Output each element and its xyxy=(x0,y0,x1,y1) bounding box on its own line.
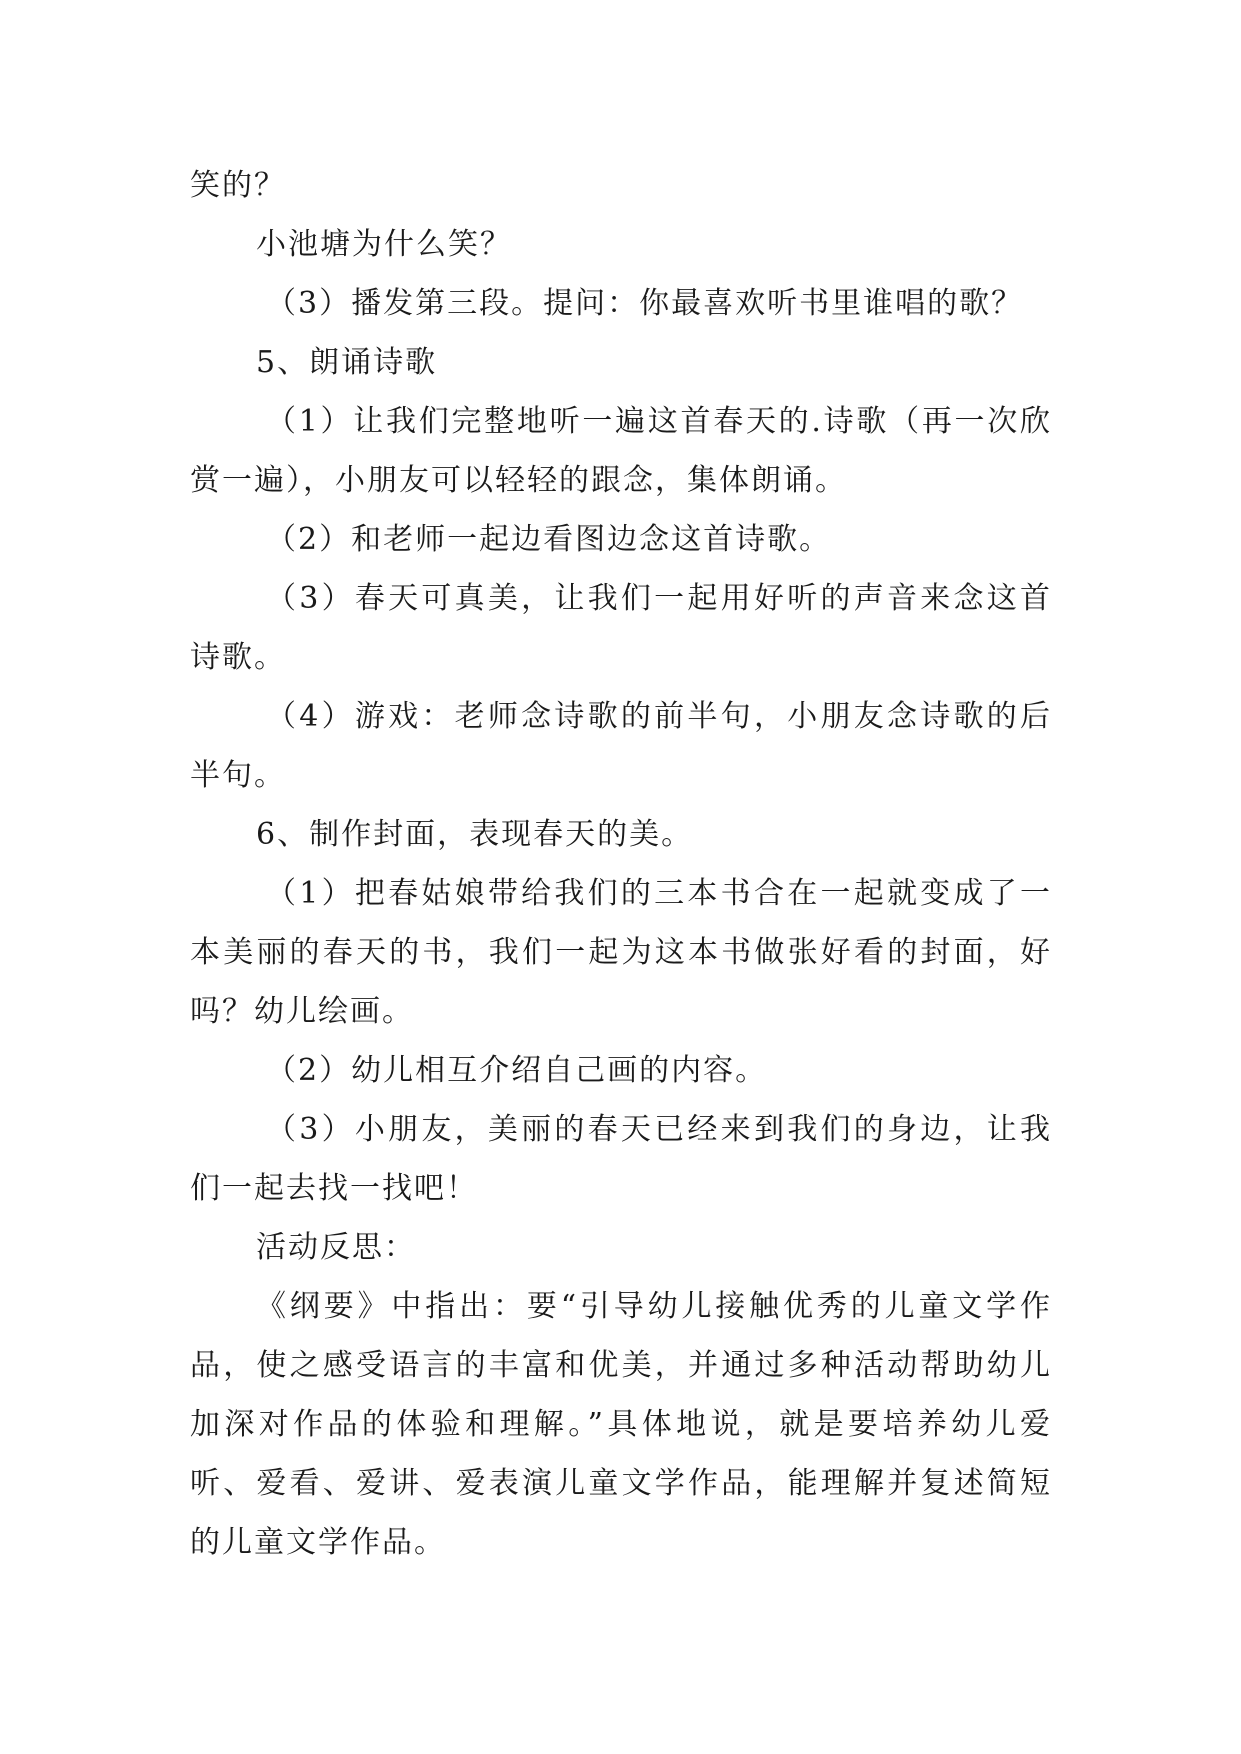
paragraph-step-3: （3）播发第三段。提问：你最喜欢听书里谁唱的歌？ xyxy=(266,286,1024,321)
paragraph-continuation: 笑的？ xyxy=(190,168,286,203)
section-heading-5: 5、朗诵诗歌 xyxy=(256,345,438,380)
paragraph-reflection: 《纲要》中指出：要“引导幼儿接触优秀的儿童文学作品，使之感受语言的丰富和优美，并通过多种活动帮助幼儿加深对作品的体验和理解。”具体地说，就是要培养幼儿爱听、爱看、爱讲、爱表演儿童文学作品，能理解并复述简短的儿童文学作品。 xyxy=(190,1289,1052,1560)
section-heading-6: 6、制作封面，表现春天的美。 xyxy=(256,817,694,852)
paragraph-item-2b: （2）幼儿相互介绍自己画的内容。 xyxy=(266,1053,768,1088)
paragraph-item-1: （1）让我们完整地听一遍这首春天的.诗歌（再一次欣赏一遍），小朋友可以轻轻的跟念，集体朗诵。 xyxy=(190,404,1052,498)
paragraph-item-1b: （1）把春姑娘带给我们的三本书合在一起就变成了一本美丽的春天的书，我们一起为这本书做张好看的封面，好吗？幼儿绘画。 xyxy=(190,876,1052,1029)
paragraph-item-3b: （3）小朋友，美丽的春天已经来到我们的身边，让我们一起去找一找吧！ xyxy=(190,1112,1052,1206)
paragraph-item-2: （2）和老师一起边看图边念这首诗歌。 xyxy=(266,522,832,557)
document-body xyxy=(190,156,1052,1572)
paragraph-item-4: （4）游戏：老师念诗歌的前半句，小朋友念诗歌的后半句。 xyxy=(190,699,1052,793)
paragraph-item-3: （3）春天可真美，让我们一起用好听的声音来念这首诗歌。 xyxy=(190,581,1052,675)
section-heading-reflection: 活动反思： xyxy=(256,1230,416,1265)
paragraph-question: 小池塘为什么笑？ xyxy=(256,227,512,262)
